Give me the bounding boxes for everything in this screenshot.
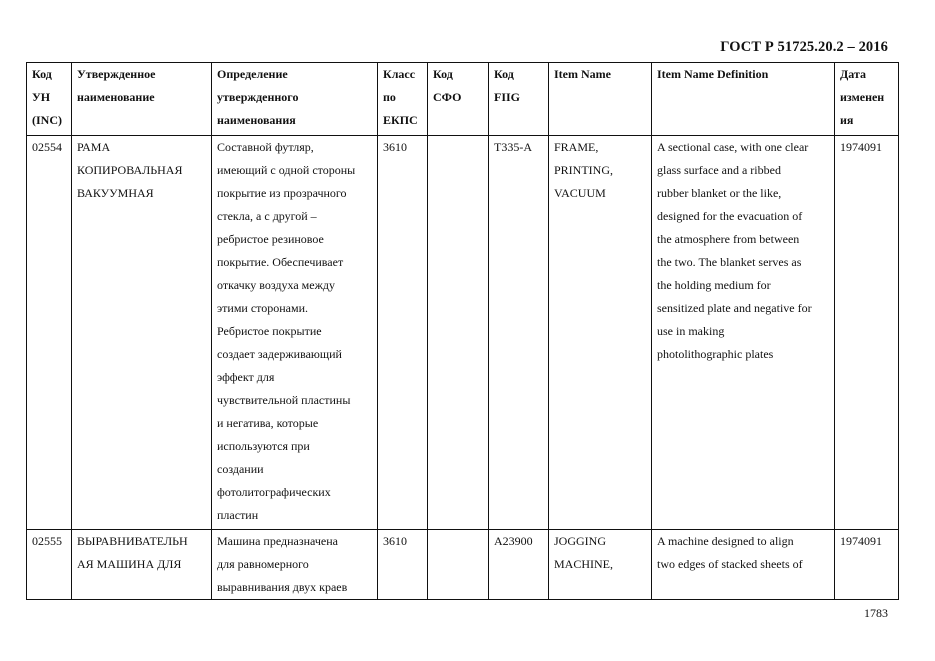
- cell-item-name-definition: A sectional case, with one clear glass surface and a ribbed rubber blanket or the like, designed for the evacuation of the atmosphere from between the two. The blanket serves as the holding medium for sensitized plate and negative for use in making photolithographic plates: [652, 136, 835, 530]
- cell-sfo-code: [428, 530, 489, 600]
- cell-item-name: FRAME, PRINTING, VACUUM: [549, 136, 652, 530]
- cell-code-un: 02555: [27, 530, 72, 600]
- cell-fiig-code: A23900: [489, 530, 549, 600]
- cell-approved-name: РАМА КОПИРОВАЛЬНАЯ ВАКУУМНАЯ: [72, 136, 212, 530]
- cell-item-name-definition: A machine designed to align two edges of stacked sheets of: [652, 530, 835, 600]
- cell-change-date: 1974091: [835, 530, 899, 600]
- table-header-row: [27, 63, 899, 136]
- col-header-code-un: Код УН (INC): [27, 63, 72, 136]
- col-header-ekps-class: Класс по ЕКПС: [378, 63, 428, 136]
- col-header-definition: Определение утвержденного наименования: [212, 63, 378, 136]
- col-header-sfo-code: Код СФО: [428, 63, 489, 136]
- cell-fiig-code: T335-A: [489, 136, 549, 530]
- col-header-item-name: Item Name: [549, 63, 652, 136]
- col-header-change-date: Дата изменен ия: [835, 63, 899, 136]
- cell-approved-name: ВЫРАВНИВАТЕЛЬН АЯ МАШИНА ДЛЯ: [72, 530, 212, 600]
- col-header-fiig-code: Код FIIG: [489, 63, 549, 136]
- table-row: [27, 530, 899, 600]
- cell-sfo-code: [428, 136, 489, 530]
- cell-ekps-class: 3610: [378, 136, 428, 530]
- cell-ekps-class: 3610: [378, 530, 428, 600]
- col-header-item-name-definition: Item Name Definition: [652, 63, 835, 136]
- cell-definition: Машина предназначена для равномерного выравнивания двух краев: [212, 530, 378, 600]
- cell-item-name: JOGGING MACHINE,: [549, 530, 652, 600]
- page-number: 1783: [864, 606, 888, 620]
- cell-code-un: 02554: [27, 136, 72, 530]
- table-row: [27, 136, 899, 530]
- cell-definition: Составной футляр, имеющий с одной стороны покрытие из прозрачного стекла, а с другой – ребристое резиновое покрытие. Обеспечивает откачку воздуха между этими сторонами. Ребристое покрытие создает задерживающий эффект для чувствительной пластины и негатива, которые используются при создании фотолитографических пластин: [212, 136, 378, 530]
- col-header-approved-name: Утвержденное наименование: [72, 63, 212, 136]
- document-title: ГОСТ Р 51725.20.2 – 2016: [720, 39, 888, 55]
- inc-table: [26, 62, 899, 600]
- cell-change-date: 1974091: [835, 136, 899, 530]
